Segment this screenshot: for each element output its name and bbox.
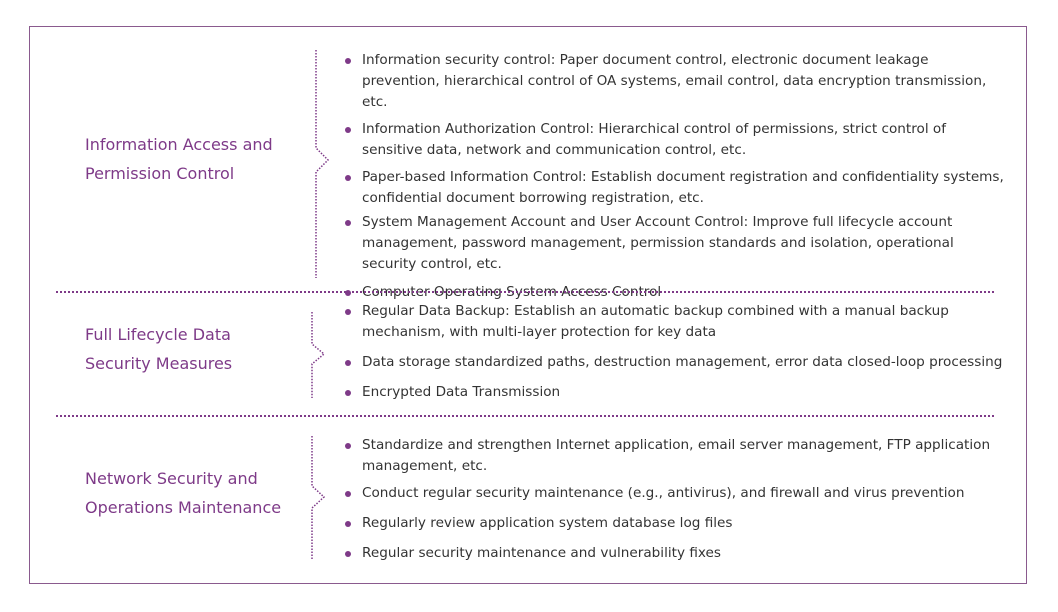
list-item: Computer Operating System Access Control [344, 282, 1009, 303]
list-item: Regular Data Backup: Establish an automatic backup combined with a manual backup mechanism, with multi-layer protection for key data [344, 301, 1009, 343]
list-item: Regularly review application system database log files [344, 513, 1009, 534]
title-line: Network Security and [85, 469, 258, 488]
list-item: Information Authorization Control: Hierarchical control of permissions, strict control of sensitive data, network and communication control, etc. [344, 119, 1009, 161]
bullet-icon [345, 443, 351, 449]
bullet-icon [345, 220, 351, 226]
title-line: Full Lifecycle Data [85, 325, 231, 344]
list-item: Paper-based Information Control: Establish document registration and confidentiality systems, confidential document borrowing registration, etc. [344, 167, 1009, 209]
bullet-icon [345, 309, 351, 315]
bracket-icon [310, 48, 334, 280]
title-line: Permission Control [85, 164, 235, 183]
bullet-icon [345, 360, 351, 366]
bullet-icon [345, 175, 351, 181]
section-divider [56, 415, 994, 417]
title-line: Operations Maintenance [85, 498, 282, 517]
section-title-access-control [85, 130, 273, 188]
title-line: Information Access and [85, 135, 273, 154]
bracket-icon [306, 310, 330, 400]
network-security-list [344, 435, 1009, 564]
access-control-list [344, 50, 1009, 303]
list-item: Conduct regular security maintenance (e.g., antivirus), and firewall and virus prevention [344, 483, 1009, 504]
section-title-network-security [85, 464, 281, 522]
list-item: Data storage standardized paths, destruction management, error data closed-loop processing [344, 352, 1009, 373]
bullet-icon [345, 127, 351, 133]
section-title-data-security [85, 320, 232, 378]
list-item: System Management Account and User Account Control: Improve full lifecycle account management, password management, permission standards and isolation, operational security control, etc. [344, 212, 1009, 275]
bullet-icon [345, 390, 351, 396]
list-item: Encrypted Data Transmission [344, 382, 1009, 403]
list-item: Regular security maintenance and vulnerability fixes [344, 543, 1009, 564]
bullet-icon [345, 58, 351, 64]
title-line: Security Measures [85, 354, 233, 373]
bullet-icon [345, 521, 351, 527]
list-item: Standardize and strengthen Internet application, email server management, FTP application management, etc. [344, 435, 1009, 477]
list-item: Information security control: Paper document control, electronic document leakage prevention, hierarchical control of OA systems, email control, data encryption transmission, etc. [344, 50, 1009, 113]
bullet-icon [345, 551, 351, 557]
bracket-icon [306, 434, 330, 562]
data-security-list [344, 301, 1009, 403]
section-divider [56, 291, 994, 293]
bullet-icon [345, 491, 351, 497]
